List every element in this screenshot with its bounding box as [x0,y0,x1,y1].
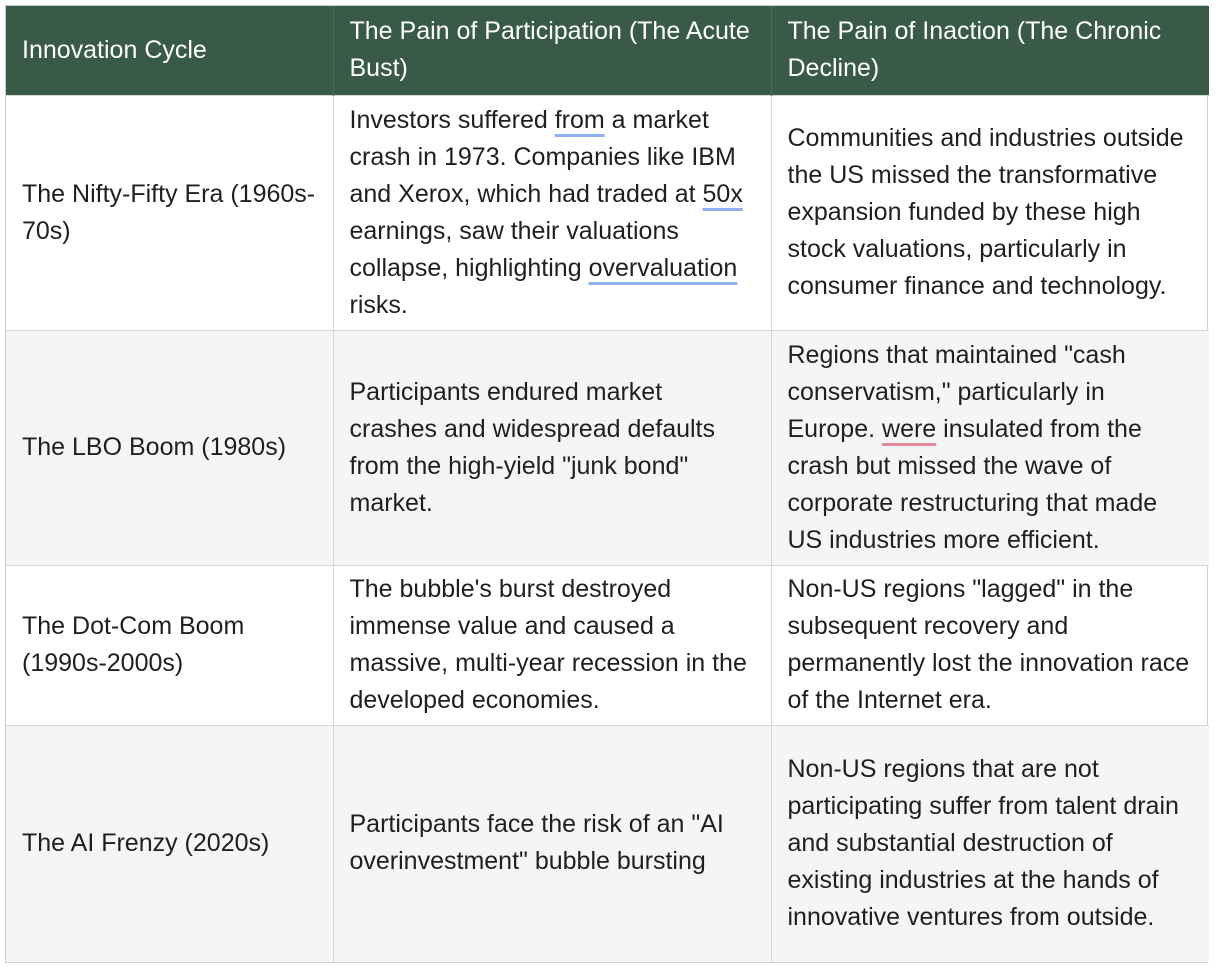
participation-cell[interactable]: Participants face the risk of an "AI overinvestment" bubble bursting [333,726,771,962]
table-row [6,566,1209,726]
inaction-cell[interactable]: Non-US regions that are not participating suffer from talent drain and substantial destruction of existing industries at the hands of innovative ventures from outside. [771,726,1209,962]
header-pain-of-participation: The Pain of Participation (The Acute Bust) [333,6,771,96]
header-pain-of-inaction: The Pain of Inaction (The Chronic Decline) [771,6,1209,96]
table-row [6,726,1209,962]
cell-text: insulated from the crash but missed the wave of corporate restructuring that made US industries more efficient. [787,414,1158,554]
participation-cell[interactable] [333,96,771,331]
cell-text: Regions that maintained "cash conservatism," particularly in Europe. [787,340,1126,443]
spelling-error-underline[interactable]: were [882,414,937,443]
inaction-cell[interactable]: Non-US regions "lagged" in the subsequent recovery and permanently lost the innovation race of the Internet era. [771,566,1209,726]
cell-text: risks. [349,290,408,319]
cycle-cell: The AI Frenzy (2020s) [6,726,333,962]
cycle-cell: The Dot-Com Boom (1990s-2000s) [6,566,333,726]
table-header-row [6,6,1209,96]
inaction-cell[interactable]: Communities and industries outside the US missed the transformative expansion funded by these high stock valuations, particularly in consumer finance and technology. [771,96,1209,331]
participation-cell[interactable]: Participants endured market crashes and widespread defaults from the high-yield "junk bond" market. [333,331,771,566]
table-row [6,331,1209,566]
innovation-cycles-table [6,6,1209,962]
participation-cell[interactable]: The bubble's burst destroyed immense value and caused a massive, multi-year recession in the developed economies. [333,566,771,726]
cycle-cell: The LBO Boom (1980s) [6,331,333,566]
cell-text: Investors suffered [349,105,555,134]
grammar-suggestion-underline[interactable]: 50x [702,179,743,208]
cell-text: a market crash in 1973. Companies like IBM and Xerox, which had traded at [349,105,736,208]
grammar-suggestion-underline[interactable]: from [554,105,605,134]
cycle-cell: The Nifty-Fifty Era (1960s-70s) [6,96,333,331]
table-row [6,96,1209,331]
inaction-cell[interactable] [771,331,1209,566]
comparison-table-container [5,5,1208,963]
grammar-suggestion-underline[interactable]: overvaluation [588,253,738,282]
cell-text: earnings, saw their valuations collapse, highlighting [349,216,679,282]
header-innovation-cycle: Innovation Cycle [6,6,333,96]
